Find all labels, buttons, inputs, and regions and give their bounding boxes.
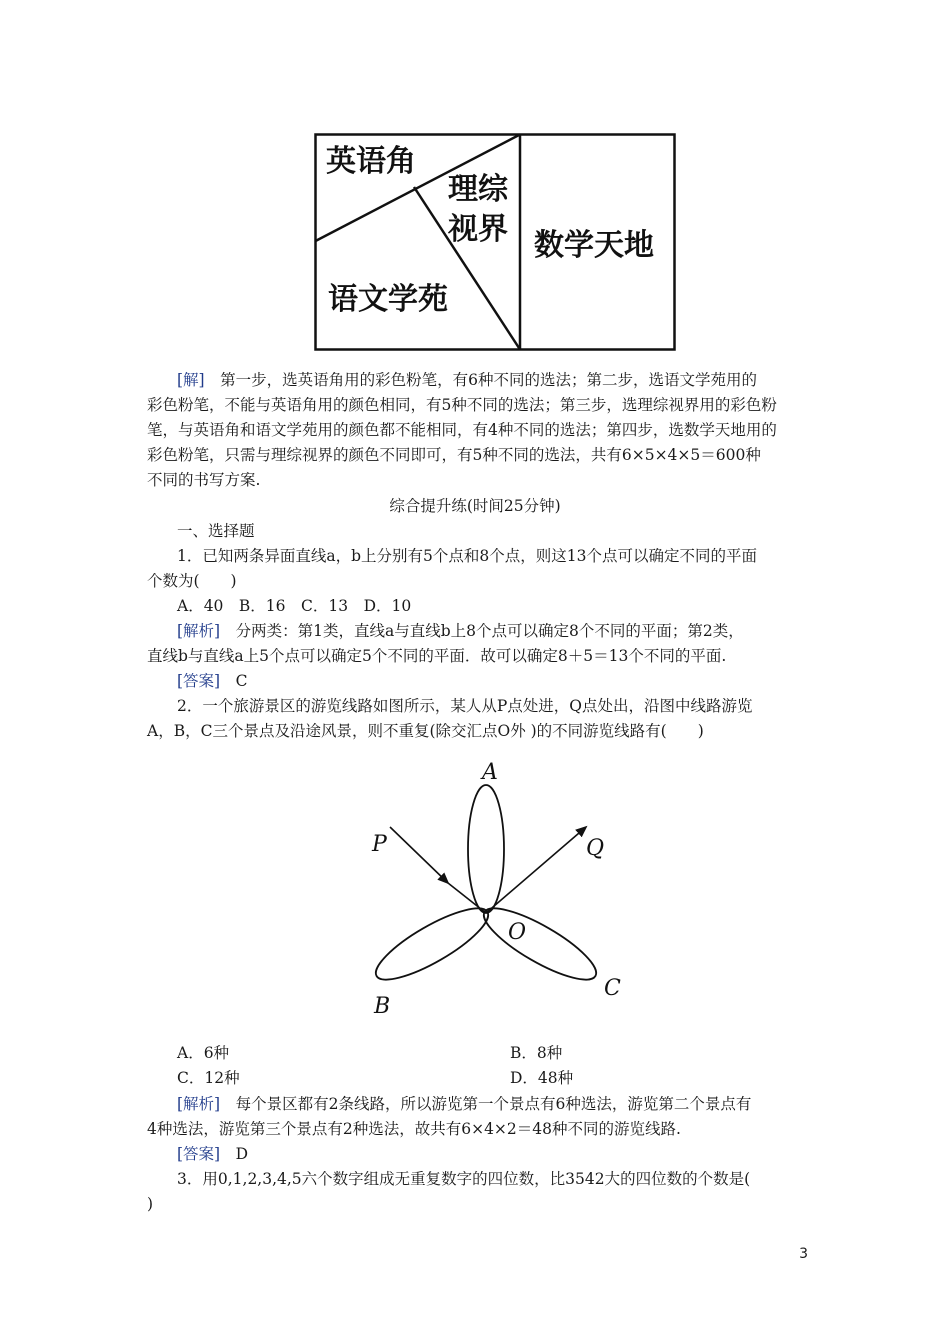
q1-stem-line-2: 个数为( ) xyxy=(147,572,237,590)
q2-answer xyxy=(177,1142,248,1166)
label-c: C xyxy=(604,976,621,1001)
q1-analysis-tag: [解析] xyxy=(177,622,221,640)
label-o: O xyxy=(508,920,527,945)
region-math: 数学天地 xyxy=(534,228,654,263)
q2-stem-line-1: 2．一个旅游景区的游览线路如图所示，某人从P点处进，Q点处出，沿图中线路游览 xyxy=(177,697,753,715)
q2-option-b: B．8种 xyxy=(510,1044,563,1062)
solution-tag: [解] xyxy=(177,371,205,389)
q2-analysis-line-2: 4种选法，游览第三个景点有2种选法，故共有6×4×2＝48种不同的游览线路. xyxy=(147,1120,681,1138)
q1-answer-value: C xyxy=(235,672,248,690)
region-english: 英语角 xyxy=(326,144,416,179)
q1-answer xyxy=(177,669,248,693)
q1-analysis-line-2: 直线b与直线a上5个点可以确定5个不同的平面．故可以确定8＋5＝13个不同的平面. xyxy=(147,647,727,665)
exit-arrow xyxy=(486,827,586,913)
q2-option-a: A．6种 xyxy=(177,1044,230,1062)
section-title: 综合提升练(时间25分钟) xyxy=(389,497,561,515)
region-science-line2: 视界 xyxy=(448,212,508,247)
loop-b xyxy=(368,896,497,991)
q3-stem-line-2: ) xyxy=(147,1195,154,1213)
q2-option-c: C．12种 xyxy=(177,1069,240,1087)
part-heading: 一、选择题 xyxy=(177,522,255,540)
q1-stem-line-1: 1．已知两条异面直线a，b上分别有5个点和8个点，则这13个点可以确定不同的平面 xyxy=(177,547,757,565)
solution-line-2: 彩色粉笔，不能与英语角用的颜色相同，有5种不同的选法；第三步，选理综视界用的彩色粉 xyxy=(147,396,777,414)
region-science-line1: 理综 xyxy=(448,172,508,207)
solution-line-5: 不同的书写方案. xyxy=(147,471,261,489)
q1-options: A．40 B．16 C．13 D．10 xyxy=(177,597,412,615)
q2-analysis-line-1: [解析] 每个景区都有2条线路，所以游览第一个景点有6种选法，游览第二个景点有 xyxy=(177,1095,752,1113)
solution-line-4: 彩色粉笔，只需与理综视界的颜色不同即可，有5种不同的选法，共有6×5×4×5＝600种 xyxy=(147,446,761,464)
entrance-arrow xyxy=(390,827,448,883)
region-chinese: 语文学苑 xyxy=(328,282,448,317)
q1-answer-tag: [答案] xyxy=(177,672,221,690)
page-number: 3 xyxy=(799,1246,808,1262)
label-p: P xyxy=(372,832,387,857)
route-figure xyxy=(360,755,630,1020)
blackboard-figure xyxy=(314,133,676,351)
q3-stem-line-1: 3．用0,1,2,3,4,5六个数字组成无重复数字的四位数，比3542大的四位数的个数是( xyxy=(177,1170,751,1188)
q2-option-d: D．48种 xyxy=(510,1069,574,1087)
q1-analysis-line-1: [解析] 分两类：第1类，直线a与直线b上8个点可以确定8个不同的平面；第2类， xyxy=(177,622,744,640)
loop-c xyxy=(476,896,605,991)
label-a: A xyxy=(482,760,498,785)
label-q: Q xyxy=(586,836,605,861)
solution-line-3: 笔，与英语角和语文学苑用的颜色都不能相同，有4种不同的选法；第四步，选数学天地用的 xyxy=(147,421,777,439)
q2-stem-line-2: A，B，C三个景点及沿途风景，则不重复(除交汇点O外 )的不同游览线路有( ) xyxy=(147,722,704,740)
loop-a xyxy=(468,785,504,913)
solution-line-1: [解] 第一步，选英语角用的彩色粉笔，有6种不同的选法；第二步，选语文学苑用的 xyxy=(177,371,757,389)
q2-analysis-tag: [解析] xyxy=(177,1095,221,1113)
q2-answer-value: D xyxy=(235,1145,249,1163)
label-b: B xyxy=(374,994,391,1019)
q2-answer-tag: [答案] xyxy=(177,1145,221,1163)
